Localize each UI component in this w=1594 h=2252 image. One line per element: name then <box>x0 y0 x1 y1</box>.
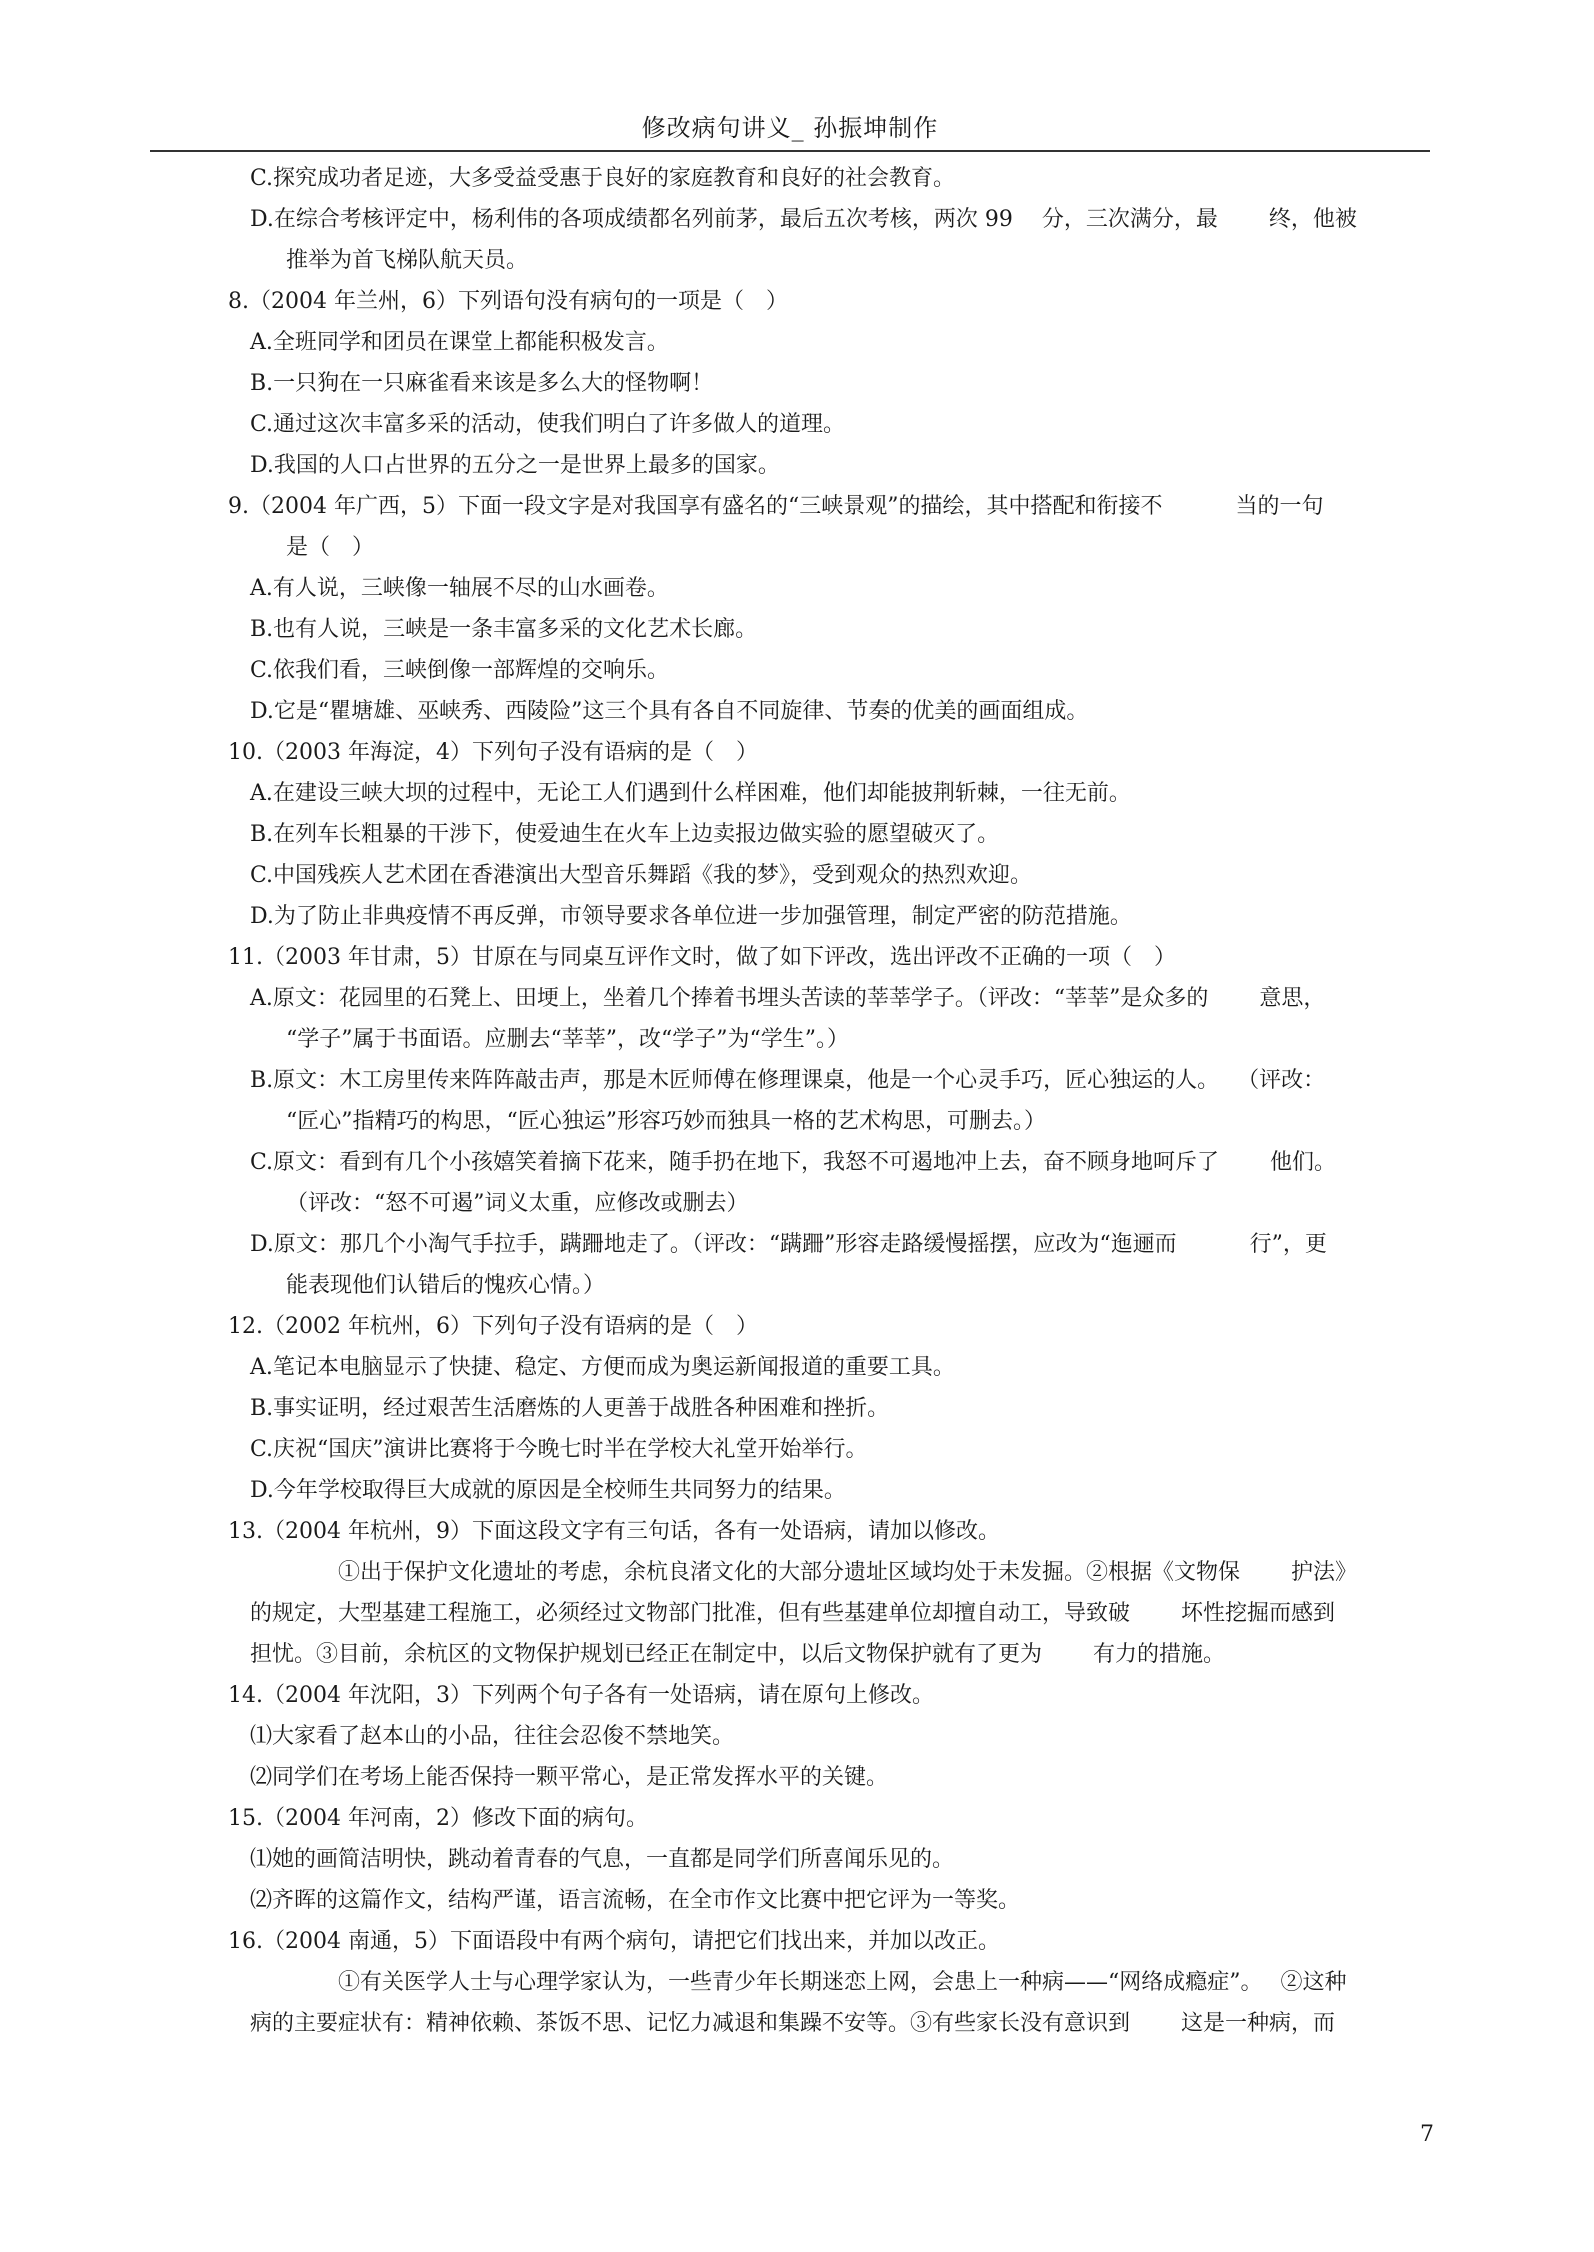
text-line: 病的主要症状有：精神依赖、茶饭不思、记忆力减退和集躁不安等。③有些家长没有意识到 这是一种病，而 <box>250 2011 1335 2036</box>
text-line: A.有人说，三峡像一轴展不尽的山水画卷。 <box>250 576 669 601</box>
question-line: 16.（2004 南通，5）下面语段中有两个病句，请把它们找出来，并加以改正。 <box>228 1929 1000 1954</box>
page-number: 7 <box>1420 2122 1434 2147</box>
text-line: C.探究成功者足迹，大多受益受惠于良好的家庭教育和良好的社会教育。 <box>250 166 956 191</box>
text-line: ⑵同学们在考场上能否保持一颗平常心，是正常发挥水平的关键。 <box>250 1765 889 1790</box>
text-line: A.在建设三峡大坝的过程中，无论工人们遇到什么样困难，他们却能披荆斩棘，一往无前。 <box>250 781 1131 806</box>
question-line: 11.（2003 年甘肃，5）甘原在与同桌互评作文时，做了如下评改，选出评改不正确的一项（ ） <box>228 945 1176 970</box>
text-line: 推举为首飞梯队航天员。 <box>286 248 529 273</box>
question-line: 12.（2002 年杭州，6）下列句子没有语病的是（ ） <box>228 1314 758 1339</box>
text-line: 的规定，大型基建工程施工，必须经过文物部门批准，但有些基建单位却擅自动工，导致破 坏性挖掘而感到 <box>250 1601 1335 1626</box>
text-line: D.原文：那几个小淘气手拉手，蹒跚地走了。（评改：“蹒跚”形容走路缓慢摇摆，应改为“迤逦而 行”，更 <box>250 1232 1327 1257</box>
text-line: ①出于保护文化遗址的考虑，余杭良渚文化的大部分遗址区域均处于未发掘。②根据《文物保 护法》 <box>294 1560 1357 1585</box>
question-line: 10.（2003 年海淀，4）下列句子没有语病的是（ ） <box>228 740 758 765</box>
text-line: C.中国残疾人艺术团在香港演出大型音乐舞蹈《我的梦》，受到观众的热烈欢迎。 <box>250 863 1033 888</box>
text-line: 是（ ） <box>286 535 375 560</box>
text-line: C.原文：看到有几个小孩嬉笑着摘下花来，随手扔在地下，我怒不可遏地冲上去，奋不顾身地呵斥了 他们。 <box>250 1150 1337 1175</box>
text-line: B.在列车长粗暴的干涉下，使爱迪生在火车上边卖报边做实验的愿望破灭了。 <box>250 822 1000 847</box>
header-divider <box>150 150 1430 152</box>
document-body <box>228 158 1434 2044</box>
text-line: D.为了防止非典疫情不再反弹，市领导要求各单位进一步加强管理，制定严密的防范措施。 <box>250 904 1132 929</box>
question-line: 13.（2004 年杭州，9）下面这段文字有三句话，各有一处语病，请加以修改。 <box>228 1519 1000 1544</box>
text-line: B.事实证明，经过艰苦生活磨炼的人更善于战胜各种困难和挫折。 <box>250 1396 890 1421</box>
text-line: C.庆祝“国庆”演讲比赛将于今晚七时半在学校大礼堂开始举行。 <box>250 1437 868 1462</box>
question-line: 14.（2004 年沈阳，3）下列两个句子各有一处语病，请在原句上修改。 <box>228 1683 934 1708</box>
text-line: C.通过这次丰富多采的活动，使我们明白了许多做人的道理。 <box>250 412 846 437</box>
text-line: D.它是“瞿塘雄、巫峡秀、西陵险”这三个具有各自不同旋律、节奏的优美的画面组成。 <box>250 699 1089 724</box>
text-line: D.我国的人口占世界的五分之一是世界上最多的国家。 <box>250 453 780 478</box>
text-line: ⑵齐晖的这篇作文，结构严谨，语言流畅，在全市作文比赛中把它评为一等奖。 <box>250 1888 1021 1913</box>
question-line: 8.（2004 年兰州，6）下列语句没有病句的一项是（ ） <box>228 289 788 314</box>
text-line: ①有关医学人士与心理学家认为，一些青少年长期迷恋上网，会患上一种病——“网络成瘾症”。 ②这种 <box>294 1970 1347 1995</box>
text-line: 能表现他们认错后的愧疚心情。） <box>286 1273 606 1298</box>
text-line: A.原文：花园里的石凳上、田埂上，坐着几个捧着书埋头苦读的莘莘学子。（评改：“莘莘”是众多的 意思， <box>250 986 1326 1011</box>
text-line: C.依我们看，三峡倒像一部辉煌的交响乐。 <box>250 658 670 683</box>
question-line: 15.（2004 年河南，2）修改下面的病句。 <box>228 1806 648 1831</box>
text-line: 担忧。③目前，余杭区的文物保护规划已经正在制定中，以后文物保护就有了更为 有力的措施。 <box>250 1642 1225 1667</box>
text-line: B.原文：木工房里传来阵阵敲击声，那是木匠师傅在修理课桌，他是一个心灵手巧，匠心独运的人。 （评改： <box>250 1068 1326 1093</box>
question-line: 9.（2004 年广西，5）下面一段文字是对我国享有盛名的“三峡景观”的描绘，其中搭配和衔接不 当的一句 <box>228 494 1324 519</box>
page-header-title: 修改病句讲义_ 孙振坤制作 <box>641 114 939 142</box>
text-line: ⑴她的画简洁明快，跳动着青春的气息，一直都是同学们所喜闻乐见的。 <box>250 1847 955 1872</box>
text-line: D.今年学校取得巨大成就的原因是全校师生共同努力的结果。 <box>250 1478 846 1503</box>
text-line: “匠心”指精巧的构思，“匠心独运”形容巧妙而独具一格的艺术构思，可删去。） <box>286 1109 1046 1134</box>
text-line: A.全班同学和团员在课堂上都能积极发言。 <box>250 330 669 355</box>
text-line: A.笔记本电脑显示了快捷、稳定、方便而成为奥运新闻报道的重要工具。 <box>250 1355 955 1380</box>
text-line: B.一只狗在一只麻雀看来该是多么大的怪物啊！ <box>250 371 714 396</box>
text-line: D.在综合考核评定中，杨利伟的各项成绩都名列前茅，最后五次考核，两次 99 分，三次满分，最 终，他被 <box>250 207 1357 232</box>
text-line: （评改：“怒不可遏”词义太重，应修改或删去） <box>286 1191 749 1216</box>
text-line: ⑴大家看了赵本山的小品，往往会忍俊不禁地笑。 <box>250 1724 735 1749</box>
text-line: B.也有人说，三峡是一条丰富多采的文化艺术长廊。 <box>250 617 758 642</box>
text-line: “学子”属于书面语。应删去“莘莘”，改“学子”为“学生”。） <box>286 1027 849 1052</box>
